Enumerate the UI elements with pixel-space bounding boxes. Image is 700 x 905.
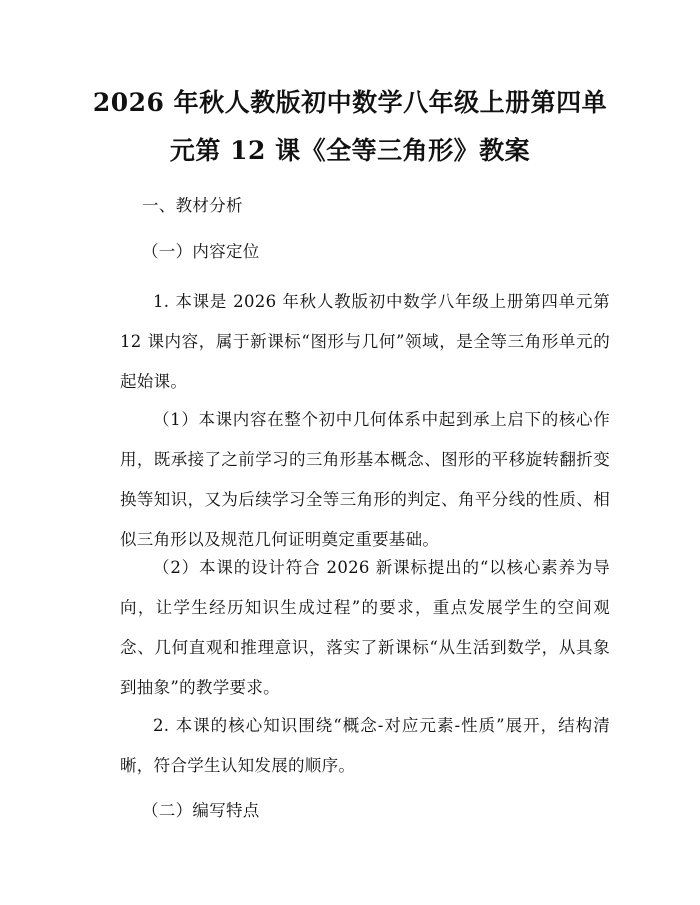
document-title-line-1: 2026 年秋人教版初中数学八年级上册第四单 <box>92 88 608 117</box>
subsection-heading-writing-features: （二）编写特点 <box>142 801 260 820</box>
paragraph-lesson-overview: 1. 本课是 2026 年秋人教版初中数学八年级上册第四单元第 12 课内容，属于新课标“图形与几何”领域，是全等三角形单元的起始课。 <box>120 292 610 391</box>
paragraph-core-role: （1）本课内容在整个初中几何体系中起到承上启下的核心作用，既承接了之前学习的三角形基本概念、图形的平移旋转翻折变换等知识，又为后续学习全等三角形的判定、角平分线的性质、相似三角形以及规范几何证明奠定重要基础。 <box>120 410 610 549</box>
paragraph-curriculum-alignment: （2）本课的设计符合 2026 新课标提出的“以核心素养为导向，让学生经历知识生成过程”的要求，重点发展学生的空间观念、几何直观和推理意识，落实了新课标“从生活到数学，从具象到抽象”的教学要求。 <box>120 558 610 697</box>
document-title-line-2: 元第 12 课《全等三角形》教案 <box>169 136 531 165</box>
paragraph-core-knowledge: 2. 本课的核心知识围绕“概念-对应元素-性质”展开，结构清晰，符合学生认知发展的顺序。 <box>120 716 610 775</box>
subsection-heading-content-positioning: （一）内容定位 <box>142 242 260 261</box>
section-heading-teaching-material-analysis: 一、教材分析 <box>142 196 243 215</box>
